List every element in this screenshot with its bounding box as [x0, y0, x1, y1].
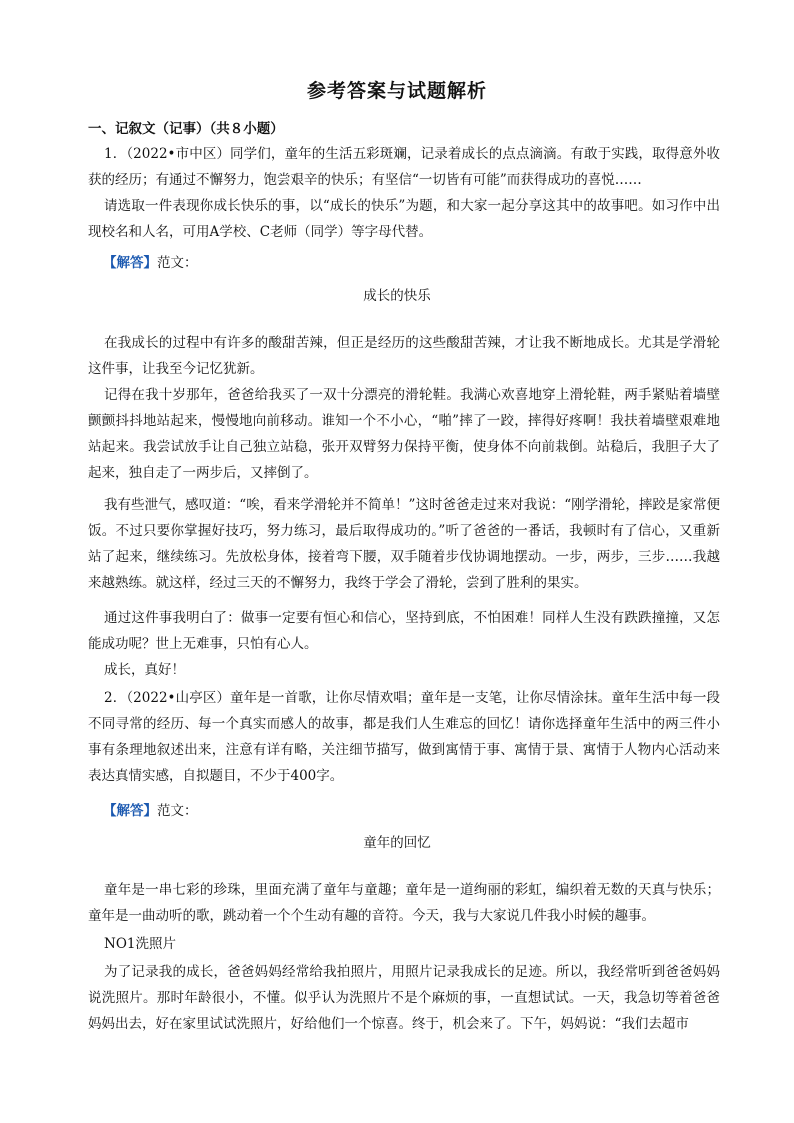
answer-label-2	[103, 799, 198, 819]
answer-tag: 【解答】	[103, 803, 157, 819]
essay-1-paragraph: 我有些泄气，感叹道：“唉，看来学滑轮并不简单！”这时爸爸走过来对我说：“刚学滑轮，摔跤是家常便饭。不过只要你掌握好技巧，努力练习，最后取得成功的。”听了爸爸的一番话，我顿时有了信心，又重新站了起来，继续练习。先放松身体，接着弯下腰，双手随着步伐协调地摆动。一步，两步，三步……我越来越熟练。就这样，经过三天的不懈努力，我终于学会了滑轮，尝到了胜利的果实。	[88, 497, 720, 591]
answer-sample-label: 范文：	[157, 803, 198, 819]
section-heading: 一、记叙文（记事）（共８小题）	[88, 121, 284, 137]
answer-sample-label: 范文：	[157, 255, 198, 271]
question-2-stem: 2．（2022•山亭区）童年是一首歌，让你尽情欢唱；童年是一支笔，让你尽情涂抹。童年生活中每一段不同寻常的经历、每一个真实而感人的故事，都是我们人生难忘的回忆！请你选择童年生活中的两三件小事有条理地叙述出来，注意有详有略，关注细节描写，做到寓情于事、寓情于景、寓情于人物内心活动来表达真情实感，自拟题目，不少于400字。	[88, 690, 720, 784]
essay-2-paragraph: 童年是一串七彩的珍珠，里面充满了童年与童趣；童年是一道绚丽的彩虹，编织着无数的天真与快乐；童年是一曲动听的歌，跳动着一个个生动有趣的音符。今天，我与大家说几件我小时候的趣事。	[88, 882, 720, 924]
question-1-stem: 1．（2022•市中区）同学们，童年的生活五彩斑斓，记录着成长的点点滴滴。有敢于实践，取得意外收获的经历；有通过不懈努力，饱尝艰辛的快乐；有坚信“一切皆有可能”而获得成功的喜悦……	[88, 146, 720, 188]
essay-1-paragraph: 通过这件事我明白了：做事一定要有恒心和信心，坚持到底，不怕困难！同样人生没有跌跌撞撞，又怎能成功呢？世上无难事，只怕有心人。	[88, 610, 720, 652]
essay-1-paragraph: 成长，真好！	[104, 662, 185, 678]
question-1-task: 请选取一件表现你成长快乐的事，以“成长的快乐”为题，和大家一起分享这其中的故事吧。如习作中出现校名和人名，可用A学校、C老师（同学）等字母代替。	[88, 198, 720, 240]
essay-1-paragraph: 在我成长的过程中有许多的酸甜苦辣，但正是经历的这些酸甜苦辣，才让我不断地成长。尤其是学滑轮这件事，让我至今记忆犹新。	[88, 335, 720, 377]
page-title: 参考答案与试题解析	[306, 80, 487, 102]
essay-title-2: 童年的回忆	[363, 835, 431, 851]
essay-1-paragraph: 记得在我十岁那年，爸爸给我买了一双十分漂亮的滑轮鞋。我满心欢喜地穿上滑轮鞋，两手紧贴着墙壁颤颤抖抖地站起来，慢慢地向前移动。谁知一个不小心，“啪”摔了一跤，摔得好疼啊！我扶着墙壁艰难地站起来。我尝试放手让自己独立站稳，张开双臂努力保持平衡，使身体不向前栽倒。站稳后，我胆子大了起来，独自走了一两步后，又摔倒了。	[88, 387, 720, 481]
essay-2-paragraph: 为了记录我的成长，爸爸妈妈经常给我拍照片，用照片记录我成长的足迹。所以，我经常听到爸爸妈妈说洗照片。那时年龄很小，不懂。似乎认为洗照片不是个麻烦的事，一直想试试。一天，我急切等着爸爸妈妈出去，好在家里试试洗照片，好给他们一个惊喜。终于，机会来了。下午，妈妈说：“我们去超市	[88, 964, 720, 1032]
answer-tag: 【解答】	[103, 255, 157, 271]
essay-2-subheading: NO1洗照片	[104, 936, 176, 952]
essay-title-1: 成长的快乐	[363, 288, 431, 304]
answer-label-1	[103, 251, 198, 271]
